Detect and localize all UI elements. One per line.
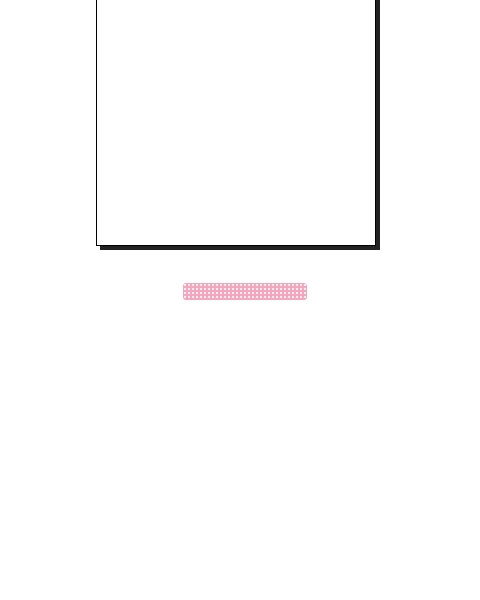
- starters-box: [96, 0, 376, 246]
- salads-sides-banner: [183, 283, 307, 300]
